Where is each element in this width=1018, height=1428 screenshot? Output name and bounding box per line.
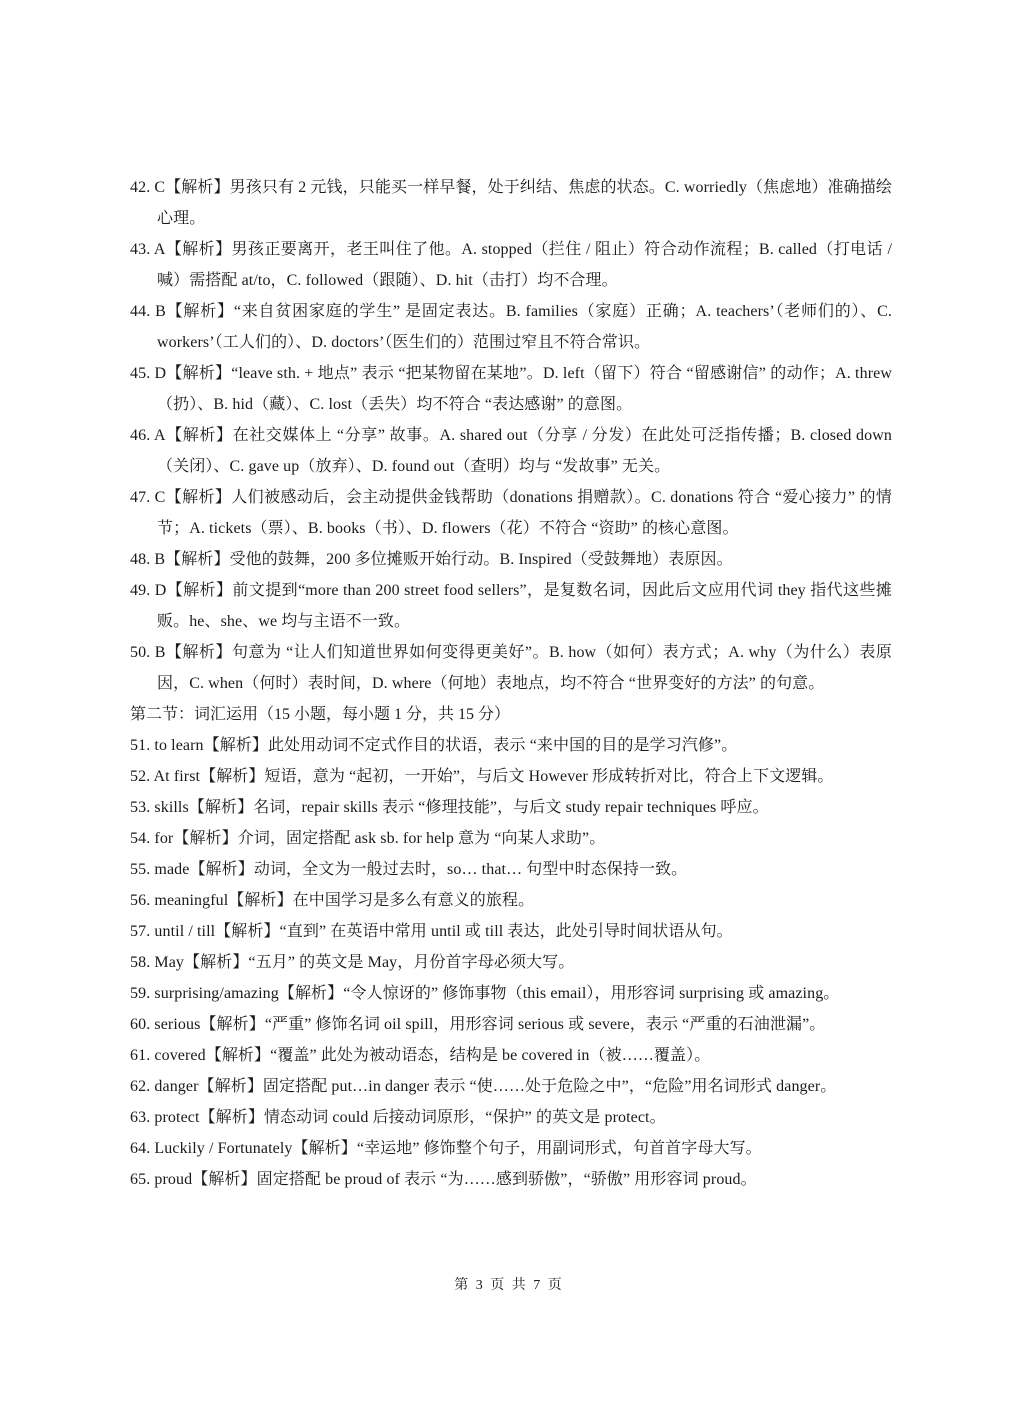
section-heading: 第二节：词汇运用（15 小题，每小题 1 分，共 15 分） [130,706,511,723]
answer-item-54: 54. for【解析】介词，固定搭配 ask sb. for help 意为 “向某人求助”。 [130,830,606,847]
page-number: 第 3 页 共 7 页 [454,1278,564,1293]
answer-item-57: 57. until / till【解析】“直到” 在英语中常用 until 或 till 表达，此处引导时间状语从句。 [130,923,733,940]
answer-item-52: 52. At first【解析】短语，意为 “起初，一开始”，与后文 However 形成转折对比，符合上下文逻辑。 [130,768,834,785]
answer-item-58: 58. May【解析】“五月” 的英文是 May，月份首字母必须大写。 [130,954,575,971]
answer-item-65: 65. proud【解析】固定搭配 be proud of 表示 “为……感到骄傲”，“骄傲” 用形容词 proud。 [130,1171,757,1188]
answer-item-61: 61. covered【解析】“覆盖” 此处为被动语态，结构是 be covered in（被……覆盖）。 [130,1047,711,1064]
answer-item-49: 49. D【解析】前文提到“more than 200 street food sellers”，是复数名词，因此后文应用代词 they 指代这些摊贩。he、she、we 均与主语不一致。 [130,582,892,630]
answer-item-43: 43. A【解析】男孩正要离开，老王叫住了他。A. stopped（拦住 / 阻止）符合动作流程；B. called（打电话 / 喊）需搭配 at/to，C. followed（跟随）、D. hit（击打）均不合理。 [130,241,892,289]
vocabulary-answers-list [130,730,892,1195]
answer-item-50: 50. B【解析】句意为 “让人们知道世界如何变得更美好”。B. how（如何）表方式；A. why（为什么）表原因，C. when（何时）表时间，D. where（何地）表地点，均不符合 “世界变好的方法” 的句意。 [130,644,892,692]
answer-item-63: 63. protect【解析】情态动词 could 后接动词原形，“保护” 的英文是 protect。 [130,1109,666,1126]
answer-item-44: 44. B【解析】“来自贫困家庭的学生” 是固定表达。B. families（家庭）正确；A. teachers’（老师们的）、C. workers’（工人们的）、D. doctors’（医生们的）范围过窄且不符合常识。 [130,303,892,351]
answer-item-45: 45. D【解析】“leave sth. + 地点” 表示 “把某物留在某地”。D. left（留下）符合 “留感谢信” 的动作；A. threw（扔）、B. hid（藏）、C. lost（丢失）均不符合 “表达感谢” 的意图。 [130,365,892,413]
cloze-answers-list [130,172,892,699]
answer-item-56: 56. meaningful【解析】在中国学习是多么有意义的旅程。 [130,892,535,909]
answer-item-59: 59. surprising/amazing【解析】“令人惊讶的” 修饰事物（this email），用形容词 surprising 或 amazing。 [130,985,840,1002]
answer-item-64: 64. Luckily / Fortunately【解析】“幸运地” 修饰整个句子，用副词形式，句首首字母大写。 [130,1140,762,1157]
answer-item-51: 51. to learn【解析】此处用动词不定式作目的状语，表示 “来中国的目的是学习汽修”。 [130,737,738,754]
answer-item-46: 46. A【解析】在社交媒体上 “分享” 故事。A. shared out（分享 / 分发）在此处可泛指传播；B. closed down（关闭）、C. gave up（放弃）、D. found out（查明）均与 “发故事” 无关。 [130,427,892,475]
answer-item-53: 53. skills【解析】名词，repair skills 表示 “修理技能”，与后文 study repair techniques 呼应。 [130,799,769,816]
answer-item-60: 60. serious【解析】“严重” 修饰名词 oil spill，用形容词 serious 或 severe，表示 “严重的石油泄漏”。 [130,1016,826,1033]
answer-item-55: 55. made【解析】动词，全文为一般过去时，so… that… 句型中时态保持一致。 [130,861,688,878]
answer-item-47: 47. C【解析】人们被感动后，会主动提供金钱帮助（donations 捐赠款）。C. donations 符合 “爱心接力” 的情节；A. tickets（票）、B. books（书）、D. flowers（花）不符合 “资助” 的核心意图。 [130,489,892,537]
answer-item-62: 62. danger【解析】固定搭配 put…in danger 表示 “使……处于危险之中”，“危险”用名词形式 danger。 [130,1078,837,1095]
answer-explanations [130,172,892,1195]
answer-item-48: 48. B【解析】受他的鼓舞，200 多位摊贩开始行动。B. Inspired（受鼓舞地）表原因。 [130,551,733,568]
answer-item-42: 42. C【解析】男孩只有 2 元钱，只能买一样早餐，处于纠结、焦虑的状态。C. worriedly（焦虑地）准确描绘心理。 [130,179,892,227]
